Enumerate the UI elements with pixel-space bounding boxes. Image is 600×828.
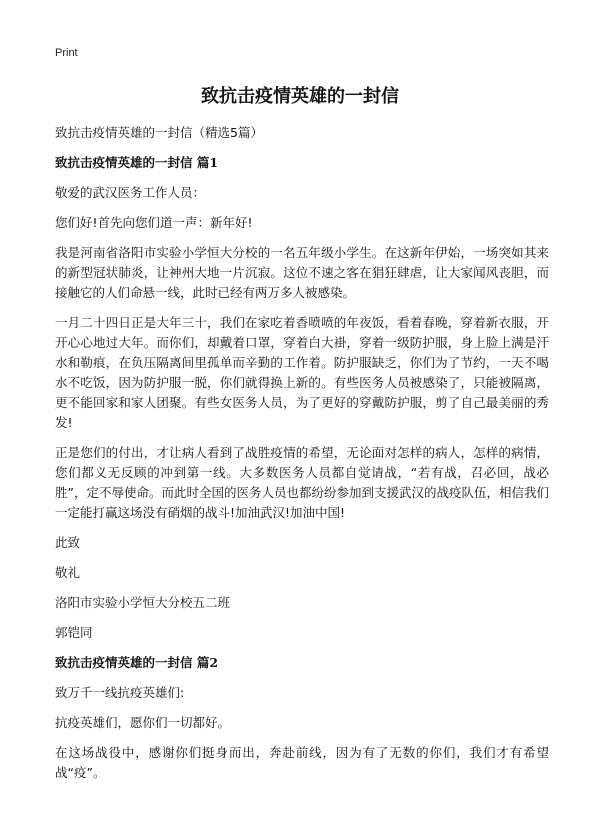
signature-school: 洛阳市实验小学恒大分校五二班 — [55, 595, 231, 610]
paragraph-1-3: 正是您们的付出，才让病人看到了战胜疫情的希望，无论面对怎样的病人，怎样的病情，您们都义无反顾的冲到第一线。大多数医务人员都自觉请战，“若有战，召必回，战必胜”，定不辱使命。而此时全国的医务人员也都纷纷参加到支援武汉的战疫队伍，相信我们一定能打赢这场没有硝烟的战斗!加油武汉!加油中国! — [55, 445, 549, 520]
print-link[interactable]: Print — [55, 47, 78, 59]
closing-line-1: 此致 — [55, 535, 81, 550]
paragraph-1-2: 一月二十四日正是大年三十，我们在家吃着香喷喷的年夜饭，看着春晚，穿着新衣服，开开心心地过大年。而你们，却戴着口罩，穿着白大褂，穿着一级防护服，身上脸上满是汗水和勒痕，在负压隔离间里孤单而辛勤的工作着。防护服缺乏，你们为了节约，一天不喝水不吃饭，因为防护服一脱，你们就得换上新的。有些医务人员被感染了，只能被隔离，更不能回家和家人团聚。有些女医务人员，为了更好的穿戴防护服，剪了自己最美丽的秀发! — [55, 315, 549, 430]
document-body — [55, 123, 549, 793]
wish-line: 抗疫英雄们，愿你们一切都好。 — [55, 715, 231, 730]
closing-line-2: 敬礼 — [55, 565, 81, 580]
signature-author: 郭铠同 — [55, 625, 93, 640]
hello-line: 您们好!首先向您们道一声：新年好! — [55, 215, 253, 230]
greeting-1: 敬爱的武汉医务工作人员： — [55, 185, 206, 200]
page-title: 致抗击疫情英雄的一封信 — [201, 86, 399, 107]
greeting-2: 致万千一线抗疫英雄们: — [55, 685, 185, 700]
section-heading-1: 致抗击疫情英雄的一封信 篇1 — [55, 155, 219, 170]
section-heading-2: 致抗击疫情英雄的一封信 篇2 — [55, 655, 219, 670]
paragraph-1-1: 我是河南省洛阳市实验小学恒大分校的一名五年级小学生。在这新年伊始，一场突如其来的新型冠状肺炎，让神州大地一片沉寂。这位不速之客在猖狂肆虐，让大家闻风丧胆，而接触它的人们命悬一线，此时已经有两万多人被感染。 — [55, 245, 549, 300]
paragraph-2-1: 在这场战役中，感谢你们挺身而出，奔赴前线，因为有了无数的你们，我们才有希望战“疫”。 — [55, 745, 549, 780]
subtitle: 致抗击疫情英雄的一封信（精选5篇） — [55, 125, 263, 140]
